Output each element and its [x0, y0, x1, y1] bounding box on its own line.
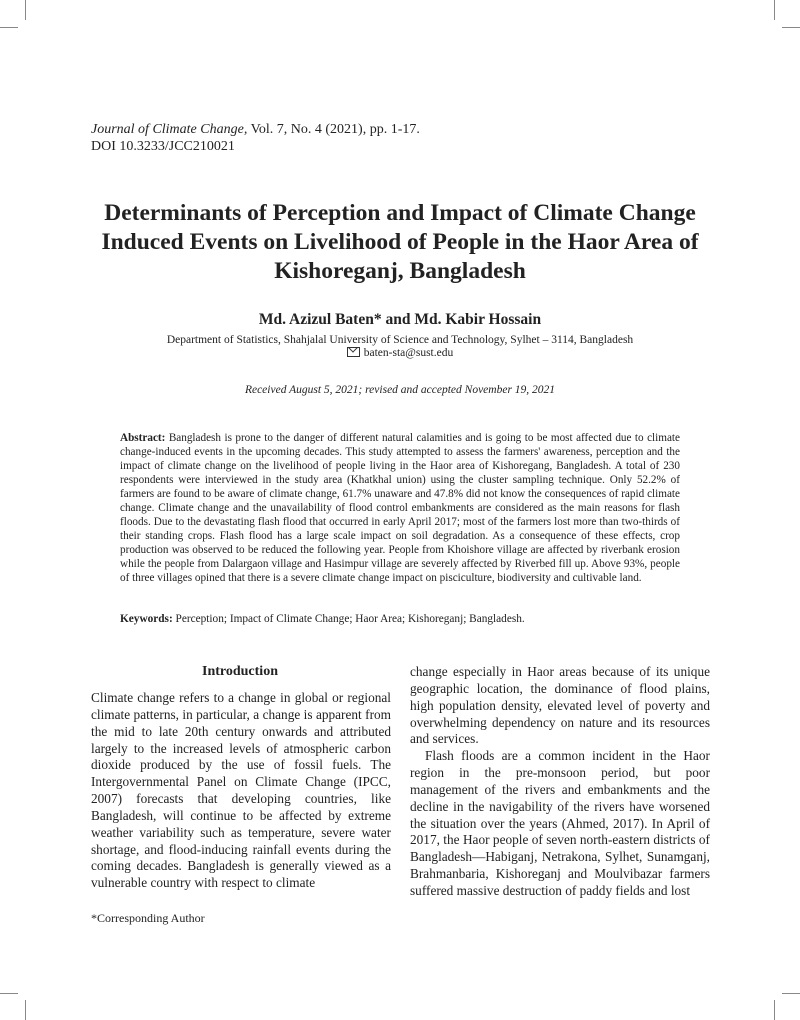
- footnote: *Corresponding Author: [91, 911, 205, 925]
- crop-mark: [0, 27, 18, 28]
- abstract-label: Abstract:: [120, 432, 166, 444]
- paragraph: Climate change refers to a change in global or regional climate patterns, in particular, a change is apparent from the mid to late 20th century onwards and attributed largely to the increased levels of atmospheric carbon dioxide produced by the use of fossil fuels. The Intergovernmental Panel on Climate Change (IPCC, 2007) forecasts that developing countries, like Bangladesh, will continue to be affected by extreme weather variability such as temperature, severe water shortage, and flood-inducing rainfall events during the coming decades. Bangladesh is generally viewed as a vulnerable country with respect to climate: [91, 690, 391, 891]
- paragraph: Flash floods are a common incident in the Haor region in the pre-monsoon period, but poor management of the rivers and embankments and the decline in the navigability of the rivers have worsened the situation over the years (Ahmed, 2017). In April of 2017, the Haor people of seven north-eastern districts of Bangladesh—Habiganj, Netrakona, Sylhet, Sunamganj, Brahmanbaria, Kishoreganj and Moulvibazar farmers suffered massive destruction of paddy fields and lost: [410, 748, 710, 898]
- section-heading-introduction: Introduction: [202, 664, 278, 679]
- authors: Md. Azizul Baten* and Md. Kabir Hossain: [258, 311, 542, 328]
- email-line: [0, 347, 800, 359]
- crop-mark: [0, 993, 18, 994]
- abstract: [120, 431, 680, 585]
- left-column: [91, 690, 391, 892]
- keywords-label: Keywords:: [120, 613, 173, 625]
- affiliation: Department of Statistics, Shahjalal University of Science and Technology, Sylhet – 3114, Bangladesh: [166, 334, 634, 346]
- right-column: [410, 664, 710, 900]
- crop-mark: [774, 1000, 775, 1020]
- journal-header: [91, 121, 420, 155]
- journal-name: Journal of Climate Change,: [91, 122, 248, 137]
- received-dates: Received August 5, 2021; revised and accepted November 19, 2021: [244, 384, 556, 396]
- abstract-text: Bangladesh is prone to the danger of different natural calamities and is going to be most affected due to climate change-induced events in the upcoming decades. This study attempted to assess the farmers' awareness, perception and the impact of climate change on the livelihood of people living in the Haor area of Kishoregang, Bangladesh. A total of 230 respondents were interviewed in the study area (Khatkhal union) using the cluster sampling technique. Only 52.2% of farmers are found to be aware of climate change, 61.7% unaware and 47.8% did not know the consequences of rapid climate change. Climate change and the unavailability of flood control embankments are considered as the main reasons for flash floods. Due to the devastating flash flood that occurred in early April 2017; most of the farmers lost more than two-thirds of their standing crops. Flash flood has a large scale impact on soil degradation. As a consequence of these effects, crop production was observed to be reduced the following year. People from Khoishore village are affected by riverbank erosion while the people from Dalargaon village and Hasimpur village are severely affected by Riverbed fill up. Above 93%, people of three villages opined that there is a severe climate change impact on pisciculture, biodiversity and cultivable land.: [120, 432, 681, 585]
- paragraph: change especially in Haor areas because of its unique geographic location, the dominance of flood plains, high population density, elevated level of poverty and overwhelming dependency on nature and its resources and services.: [410, 664, 710, 747]
- envelope-icon: [347, 347, 360, 357]
- crop-mark: [25, 1000, 26, 1020]
- crop-mark: [782, 993, 800, 994]
- email-address[interactable]: baten-sta@sust.edu: [363, 347, 454, 359]
- keywords: [120, 613, 680, 625]
- doi: DOI 10.3233/JCC210021: [91, 139, 235, 154]
- paper-title: Determinants of Perception and Impact of Climate Change Induced Events on Livelihood of People in the Haor Area of Kishoreganj, Bangladesh: [101, 200, 699, 284]
- crop-mark: [774, 0, 775, 20]
- keywords-text: Perception; Impact of Climate Change; Haor Area; Kishoreganj; Bangladesh.: [175, 613, 525, 625]
- crop-mark: [782, 27, 800, 28]
- volume-info: Vol. 7, No. 4 (2021), pp. 1-17.: [247, 122, 420, 137]
- crop-mark: [25, 0, 26, 20]
